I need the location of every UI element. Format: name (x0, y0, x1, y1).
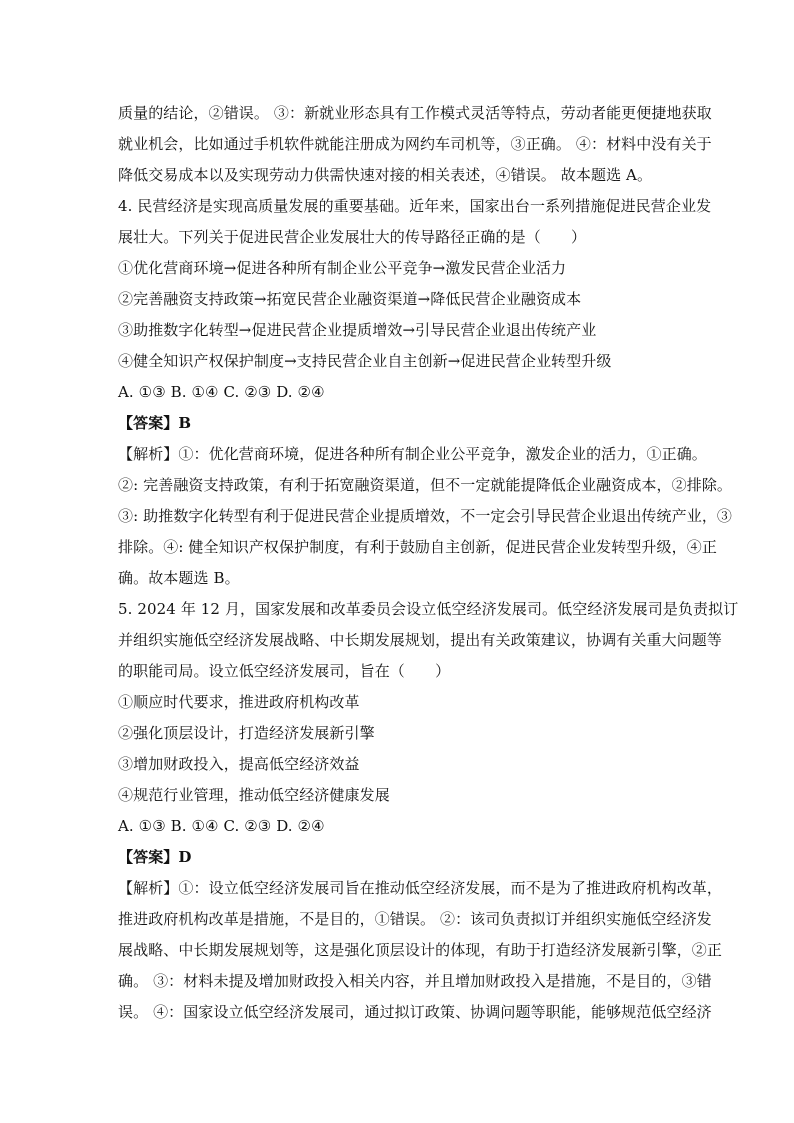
text-line: 就业机会，比如通过手机软件就能注册成为网约车司机等，③正确。 ④：材料中没有关于 (118, 135, 712, 153)
analysis-line: ③: 助推数字化转型有利于促进民营企业提质增效，不一定会引导民营企业退出传统产业，③ (118, 507, 733, 525)
analysis-line: 确。 ③：材料未提及增加财政投入相关内容，并且增加财政投入是措施，不是目的，③错 (118, 972, 712, 990)
text-line: 质量的结论，②错误。 ③：新就业形态具有工作模式灵活等特点，劳动者能更便捷地获取 (118, 104, 712, 122)
option-item: ②强化顶层设计，打造经济发展新引擎 (118, 724, 375, 742)
answer-line: 【答案】B (118, 414, 192, 432)
analysis-line: 确。故本题选 B。 (118, 569, 240, 587)
option-item: ④规范行业管理，推动低空经济健康发展 (118, 786, 390, 804)
answer-choices: A. ①③ B. ①④ C. ②③ D. ②④ (118, 383, 325, 401)
analysis-line: 推进政府机构改革是措施，不是目的，①错误。 ②：该司负责拟订并组织实施低空经济发 (118, 910, 712, 928)
option-item: ④健全知识产权保护制度→支持民营企业自主创新→促进民营企业转型升级 (118, 352, 612, 370)
analysis-line: 排除。④: 健全知识产权保护制度，有利于鼓励自主创新，促进民营企业发转型升级，④正 (118, 538, 717, 556)
option-item: ①优化营商环境→促进各种所有制企业公平竞争→激发民营企业活力 (118, 259, 567, 277)
analysis-line: 误。 ④：国家设立低空经济发展司，通过拟订政策、协调问题等职能，能够规范低空经济 (118, 1003, 712, 1021)
option-item: ③增加财政投入，提高低空经济效益 (118, 755, 360, 773)
question-4-stem: 4. 民营经济是实现高质量发展的重要基础。近年来，国家出台一系列措施促进民营企业发 (118, 197, 712, 215)
answer-choices: A. ①③ B. ①④ C. ②③ D. ②④ (118, 817, 325, 835)
question-5-stem: 并组织实施低空经济发展战略、中长期发展规划，提出有关政策建议，协调有关重大问题等 (118, 631, 723, 649)
option-item: ②完善融资支持政策→拓宽民营企业融资渠道→降低民营企业融资成本 (118, 290, 582, 308)
option-item: ①顺应时代要求，推进政府机构改革 (118, 693, 360, 711)
analysis-line: 展战略、中长期发展规划等，这是强化顶层设计的体现，有助于打造经济发展新引擎，②正 (118, 941, 723, 959)
document-page (118, 98, 739, 1028)
option-item: ③助推数字化转型→促进民营企业提质增效→引导民营企业退出传统产业 (118, 321, 597, 339)
text-line: 降低交易成本以及实现劳动力供需快速对接的相关表述，④错误。 故本题选 A。 (118, 166, 653, 184)
analysis-line: ②: 完善融资支持政策，有利于拓宽融资渠道，但不一定就能提降低企业融资成本，②排除。 (118, 476, 733, 494)
answer-line: 【答案】D (118, 848, 192, 866)
question-5-stem: 的职能司局。设立低空经济发展司，旨在（ ） (118, 662, 451, 680)
question-5-stem: 5. 2024 年 12 月，国家发展和改革委员会设立低空经济发展司。低空经济发展司是负责拟订 (118, 600, 739, 618)
question-4-stem: 展壮大。下列关于促进民营企业发展壮大的传导路径正确的是（ ） (118, 228, 587, 246)
analysis-line: 【解析】①：优化营商环境，促进各种所有制企业公平竞争，激发企业的活力，①正确。 (118, 445, 707, 463)
analysis-line: 【解析】①：设立低空经济发展司旨在推动低空经济发展，而不是为了推进政府机构改革， (118, 879, 723, 897)
